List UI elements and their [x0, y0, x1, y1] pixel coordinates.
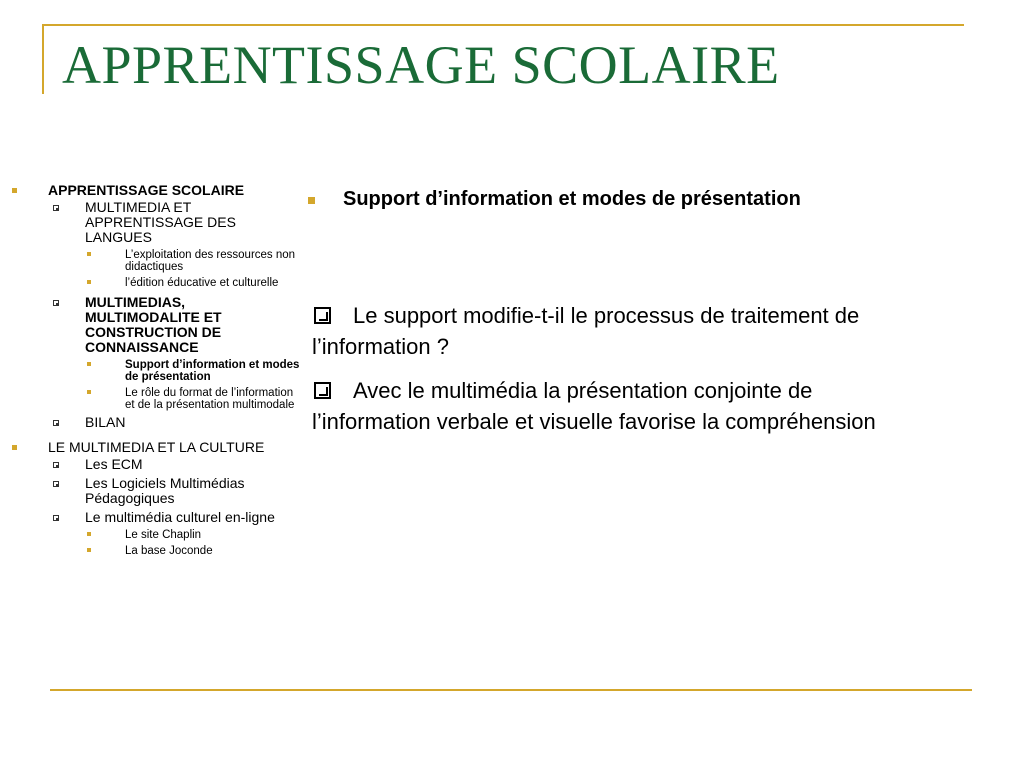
- bullet-checkbox-icon: [53, 205, 59, 211]
- outline-subitem-label: Le rôle du format de l’information et de la présentation multimodale: [125, 387, 295, 411]
- outline-subitem-ressources[interactable]: [12, 249, 302, 273]
- outline-subitem-label: Le site Chaplin: [125, 529, 202, 541]
- bullet-square-icon: [308, 197, 315, 204]
- checkbox-bullet-icon: [314, 307, 331, 324]
- footer-divider: [50, 689, 972, 691]
- outline-subitem-edition[interactable]: [12, 277, 302, 289]
- bullet-checkbox-icon: [53, 481, 59, 487]
- content-heading: [307, 188, 801, 211]
- content-body: [312, 300, 922, 450]
- outline-item-multimedia-langues[interactable]: [12, 200, 302, 245]
- bullet-checkbox-icon: [53, 515, 59, 521]
- outline-subitem-label: Support d’information et modes de présentation: [125, 359, 300, 383]
- title-frame-top-line: [42, 24, 964, 26]
- outline-item-logiciels[interactable]: [12, 476, 302, 506]
- outline-section-apprentissage[interactable]: [12, 183, 302, 198]
- outline-subitem-chaplin[interactable]: [12, 529, 302, 541]
- bullet-checkbox-icon: [53, 420, 59, 426]
- bullet-square-icon: [12, 188, 17, 193]
- outline-subitem-joconde[interactable]: [12, 545, 302, 557]
- outline-item-label: MULTIMEDIAS, MULTIMODALITE ET CONSTRUCTION DE CONNAISSANCE: [85, 294, 222, 355]
- title-frame-left-line: [42, 24, 44, 94]
- bullet-checkbox-icon: [53, 300, 59, 306]
- outline-section-label: LE MULTIMEDIA ET LA CULTURE: [48, 439, 265, 455]
- outline-sidebar: [12, 183, 302, 557]
- paragraph-text: Le support modifie-t-il le processus de traitement de l’information ?: [312, 303, 860, 359]
- bullet-square-icon: [87, 280, 91, 284]
- bullet-checkbox-icon: [53, 462, 59, 468]
- outline-item-bilan[interactable]: [12, 415, 302, 430]
- outline-subitem-format[interactable]: [12, 387, 302, 411]
- outline-subitem-label: l’édition éducative et culturelle: [125, 277, 279, 289]
- content-paragraph: [312, 300, 922, 362]
- outline-item-label: BILAN: [85, 414, 126, 430]
- bullet-square-icon: [87, 362, 91, 366]
- outline-subitem-support-current[interactable]: [12, 359, 302, 383]
- outline-item-label: Les ECM: [85, 456, 143, 472]
- content-paragraph: [312, 375, 922, 437]
- bullet-square-icon: [12, 445, 17, 450]
- outline-item-label: MULTIMEDIA ET APPRENTISSAGE DES LANGUES: [85, 199, 236, 245]
- outline-section-culture[interactable]: [12, 440, 302, 455]
- outline-item-multimodalite[interactable]: [12, 295, 302, 355]
- slide-title: APPRENTISSAGE SCOLAIRE: [62, 35, 780, 95]
- outline-item-label: Les Logiciels Multimédias Pédagogiques: [85, 475, 245, 506]
- bullet-square-icon: [87, 532, 91, 536]
- outline-subitem-label: L’exploitation des ressources non didactiques: [125, 249, 296, 273]
- outline-subitem-label: La base Joconde: [125, 545, 213, 557]
- content-heading-text: Support d’information et modes de présentation: [343, 188, 801, 210]
- outline-item-culturel-en-ligne[interactable]: [12, 510, 302, 525]
- outline-section-label: APPRENTISSAGE SCOLAIRE: [48, 182, 245, 198]
- bullet-square-icon: [87, 548, 91, 552]
- paragraph-text: Avec le multimédia la présentation conjointe de l’information verbale et visuelle favorise la compréhension: [312, 378, 876, 434]
- checkbox-bullet-icon: [314, 382, 331, 399]
- outline-item-label: Le multimédia culturel en-ligne: [85, 509, 275, 525]
- bullet-square-icon: [87, 252, 91, 256]
- outline-item-ecm[interactable]: [12, 457, 302, 472]
- bullet-square-icon: [87, 390, 91, 394]
